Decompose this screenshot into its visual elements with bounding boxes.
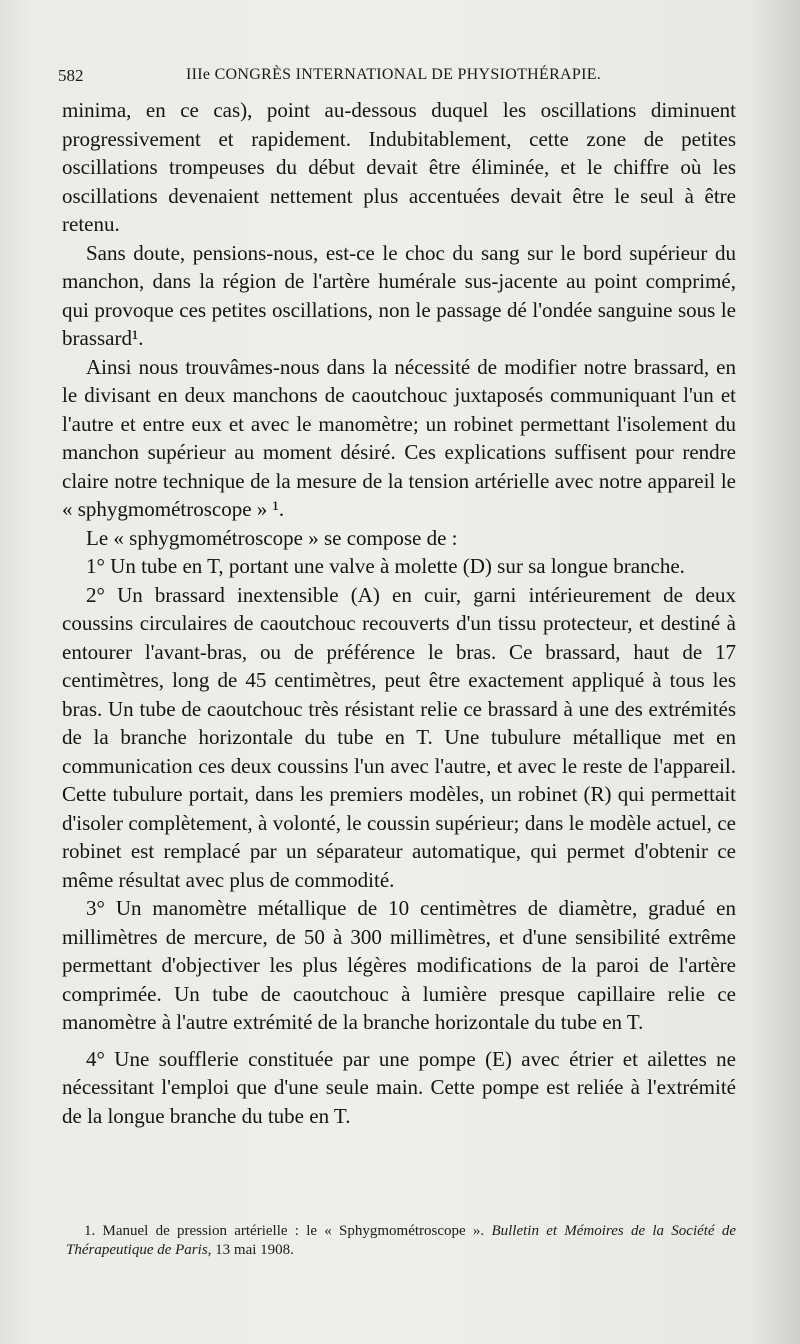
page-header: [58, 66, 738, 94]
paragraph: Ainsi nous trouvâmes-nous dans la nécessité de modifier notre brassard, en le divisant en deux manchons de caoutchouc juxtaposés communiquant l'un et l'autre et entre eux et avec le manomètre; un robinet permettant l'isolement du manchon supérieur au moment désiré. Ces explications suffisent pour rendre claire notre technique de la mesure de la tension artérielle avec notre appareil le « sphygmométroscope » ¹.: [62, 354, 736, 521]
list-item-1: 1° Un tube en T, portant une valve à molette (D) sur sa longue branche.: [86, 554, 685, 578]
paragraph-continuation: minima, en ce cas), point au-dessous duquel les oscillations diminuent progressivement et rapidement. Indubitablement, cette zone de petites oscillations trompeuses du début devait être éliminée, et le chiffre où les oscillations devenaient nettement plus accentuées devait être le seul à être retenu.: [62, 98, 736, 236]
page-number: 582: [58, 66, 84, 85]
running-title: IIIe CONGRÈS INTERNATIONAL DE PHYSIOTHÉRAPIE.: [186, 66, 602, 83]
body-text: [62, 96, 736, 1130]
footnote-text: 1. Manuel de pression artérielle : le « Sphygmométroscope ».: [84, 1223, 485, 1239]
list-item-4: 4° Une soufflerie constituée par une pompe (E) avec étrier et ailettes ne nécessitant l'emploi que d'une seule main. Cette pompe est reliée à l'extrémité de la longue branche du tube en T.: [62, 1046, 736, 1128]
footnotes: [66, 1222, 736, 1260]
paragraph: Le « sphygmométroscope » se compose de :: [86, 525, 458, 550]
list-item-3: 3° Un manomètre métallique de 10 centimètres de diamètre, gradué en millimètres de mercure, de 50 à 300 millimètres, et d'une sensibilité extrême permettant d'objectiver les plus légères modifications de la paroi de l'artère comprimée. Un tube de caoutchouc à lumière presque capillaire relie ce manomètre à l'autre extrémité de la branche horizontale du tube en T.: [62, 896, 736, 1034]
paragraph: Sans doute, pensions-nous, est-ce le choc du sang sur le bord supérieur du manchon, dans la région de l'artère humérale sus-jacente au point comprimé, qui provoque ces petites oscillations, non le passage dé l'ondée sanguine sous le brassard¹.: [62, 240, 736, 350]
list-item-2: 2° Un brassard inextensible (A) en cuir, garni intérieurement de deux coussins circulaires de caoutchouc recouverts d'un tissu protecteur, et destiné à entourer l'avant-bras, ou de préférence le bras. Ce brassard, haut de 17 centimètres, long de 45 centimètres, peut être exactement appliqué à tous les bras. Un tube de caoutchouc très résistant relie ce brassard à une des extrémités de la branche horizontale du tube en T. Une tubulure métallique met en communication ces deux coussins l'un avec l'autre, et avec le reste de l'appareil. Cette tubulure portait, dans les premiers modèles, un robinet (R) qui permettait d'isoler complètement, à volonté, le coussin supérieur; dans le modèle actuel, ce robinet est remplacé par un séparateur automatique, qui permet d'obtenir ce même résultat avec plus de commodité.: [62, 582, 736, 892]
footnote-citation: Bulletin et Mémoires de la Société de Thérapeutique de Paris,: [66, 1223, 736, 1258]
footnote: [66, 1222, 736, 1260]
footnote-date: 13 mai 1908.: [215, 1242, 294, 1258]
